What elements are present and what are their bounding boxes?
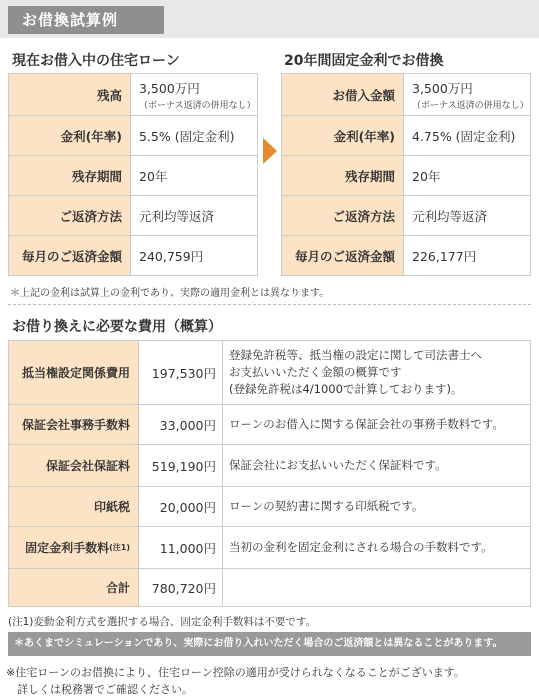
- table-row: [9, 236, 258, 276]
- row-label: 残存期間: [282, 156, 404, 196]
- row-label: 金利(年率): [9, 116, 131, 156]
- row-label: ご返済方法: [9, 196, 131, 236]
- row-label: ご返済方法: [282, 196, 404, 236]
- cost-description: ローンのお借入に関する保証会社の事務手数料です。: [223, 405, 531, 445]
- table-row: [282, 116, 531, 156]
- table-row: [9, 569, 531, 607]
- row-value: 4.75% (固定金利): [404, 116, 531, 156]
- cost-label: 保証会社事務手数料: [9, 405, 139, 445]
- cost-label: 保証会社保証料: [9, 445, 139, 487]
- cost-label: 固定金利手数料$^{(注1)}$: [9, 527, 139, 569]
- table-row: [9, 341, 531, 405]
- row-value: 3,500万円 （ボーナス返済の併用なし）: [404, 74, 531, 116]
- footnote-marker: (注1): [109, 543, 130, 552]
- current-loan-title: 現在お借入中の住宅ローン: [12, 53, 180, 69]
- divider: [8, 304, 531, 305]
- costs-table: [8, 340, 531, 607]
- table-row: [9, 487, 531, 527]
- row-label: 毎月のご返済金額: [282, 236, 404, 276]
- cost-value: 519,190円: [139, 445, 223, 487]
- cost-description: ローンの契約書に関する印紙税です。: [223, 487, 531, 527]
- row-subnote: （ボーナス返済の併用なし）: [139, 100, 256, 111]
- cost-description: 登録免許税等、抵当権の設定に関して司法書士へ お支払いいただく金額の概算です (登録免許税は4/1000で計算しております)。: [223, 341, 531, 405]
- table-row: [9, 196, 258, 236]
- rate-note: ＊上記の金利は試算上の金利であり、実際の適用金利とは異なります。: [10, 288, 330, 299]
- refinance-title: 20年間固定金利でお借換: [284, 53, 444, 69]
- table-row: [9, 445, 531, 487]
- cost-value: 197,530円: [139, 341, 223, 405]
- row-label: 毎月のご返済金額: [9, 236, 131, 276]
- cost-value: 33,000円: [139, 405, 223, 445]
- cost-description: [223, 569, 531, 607]
- row-subnote: （ボーナス返済の併用なし）: [412, 100, 529, 111]
- row-value: 240,759円: [131, 236, 258, 276]
- cost-description: 保証会社にお支払いいただく保証料です。: [223, 445, 531, 487]
- row-value: 20年: [131, 156, 258, 196]
- row-label: 残存期間: [9, 156, 131, 196]
- table-row: [282, 74, 531, 116]
- cost-value: 20,000円: [139, 487, 223, 527]
- row-label: お借入金額: [282, 74, 404, 116]
- costs-footnote: (注1)変動金利方式を選択する場合、固定金利手数料は不要です。: [8, 616, 317, 628]
- cost-value: 11,000円: [139, 527, 223, 569]
- table-row: [282, 236, 531, 276]
- cost-label: 抵当権設定関係費用: [9, 341, 139, 405]
- page-title: お借換試算例: [8, 6, 164, 34]
- row-value: 20年: [404, 156, 531, 196]
- table-row: [282, 196, 531, 236]
- tax-note: ※住宅ローンのお借換により、住宅ローン控除の適用が受けられなくなることがございます。 詳しくは税務署でご確認ください。: [6, 666, 465, 696]
- simulation-note: ＊あくまでシミュレーションであり、実際にお借り入れいただく場合のご返済額とは異なることがあります。: [8, 632, 531, 656]
- refinance-table: [281, 73, 531, 276]
- cost-value: 780,720円: [139, 569, 223, 607]
- row-value: 5.5% (固定金利): [131, 116, 258, 156]
- cost-label: 印紙税: [9, 487, 139, 527]
- row-label: 金利(年率): [282, 116, 404, 156]
- row-value: 元利均等返済: [131, 196, 258, 236]
- cost-label: 合計: [9, 569, 139, 607]
- row-value: 226,177円: [404, 236, 531, 276]
- current-loan-table: [8, 73, 258, 276]
- arrow-right-icon: [263, 138, 277, 164]
- table-row: [9, 156, 258, 196]
- table-row: [9, 527, 531, 569]
- costs-title: お借り換えに必要な費用（概算）: [12, 319, 222, 335]
- row-label: 残高: [9, 74, 131, 116]
- table-row: [282, 156, 531, 196]
- table-row: [9, 405, 531, 445]
- cost-description: 当初の金利を固定金利にされる場合の手数料です。: [223, 527, 531, 569]
- table-row: [9, 74, 258, 116]
- row-value: 元利均等返済: [404, 196, 531, 236]
- table-row: [9, 116, 258, 156]
- row-value: 3,500万円 （ボーナス返済の併用なし）: [131, 74, 258, 116]
